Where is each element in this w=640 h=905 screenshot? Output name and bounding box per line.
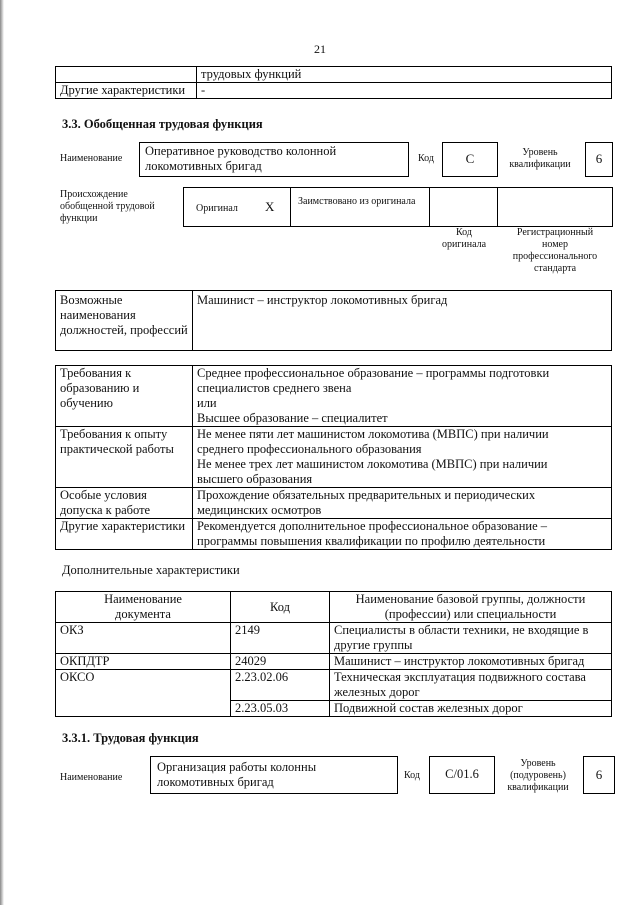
tf-title: 3.3.1. Трудовая функция [62, 731, 199, 745]
origin-divider-2 [429, 187, 430, 226]
page-number: 21 [314, 42, 326, 56]
positions-value: Машинист – инструктор локомотивных бригад [193, 291, 612, 351]
positions-table [55, 290, 612, 351]
req-special-label: Особые условия допуска к работе [56, 488, 193, 519]
gf-name-box [139, 142, 409, 177]
additional-row-code: 2.23.02.06 [231, 670, 330, 701]
gf-code-label: Код [418, 153, 434, 164]
gf-name-label: Наименование [60, 153, 123, 164]
additional-row-name: Подвижной состав железных дорог [330, 701, 612, 717]
tf-level-value: 6 [595, 767, 603, 782]
req-experience-line: Не менее трех лет машинистом локомотива (МВПС) при наличии [197, 457, 548, 471]
req-other-line: программы повышения квалификации по профилю деятельности [197, 534, 546, 548]
origin-divider-1 [290, 187, 291, 226]
req-education-line: Высшее образование – специалитет [197, 411, 388, 425]
additional-row-name: Специалисты в области техники, не входящие в другие группы [330, 623, 612, 654]
tf-name-box [150, 756, 398, 794]
req-education-value [193, 366, 612, 427]
additional-row-doc [56, 701, 231, 717]
req-special-value [193, 488, 612, 519]
scan-edge [0, 0, 4, 905]
additional-header-code: Код [231, 592, 330, 623]
gf-level-label: Уровень квалификации [509, 147, 571, 170]
req-experience-line: Не менее пяти лет машинистом локомотива (МВПС) при наличии [197, 427, 549, 441]
additional-row-name: Машинист – инструктор локомотивных бригад [330, 654, 612, 670]
req-special-line: Прохождение обязательных предварительных и периодических [197, 488, 536, 502]
top-table [55, 66, 612, 99]
additional-row-code: 2149 [231, 623, 330, 654]
section-title: 3.3. Обобщенная трудовая функция [62, 117, 263, 131]
req-special-line: медицинских осмотров [197, 503, 322, 517]
req-other-value [193, 519, 612, 550]
req-education-line: специалистов среднего звена [197, 381, 352, 395]
origin-code-caption: Код оригинала [441, 227, 487, 250]
additional-header-name: Наименование базовой группы, должности (профессии) или специальности [330, 592, 612, 623]
req-experience-line: среднего профессионального образования [197, 442, 422, 456]
additional-row-doc: ОКЗ [56, 623, 231, 654]
additional-row-code: 24029 [231, 654, 330, 670]
tf-code-value: C/01.6 [445, 767, 479, 781]
additional-row-name: Техническая эксплуатация подвижного состава железных дорог [330, 670, 612, 701]
req-experience-line: высшего образования [197, 472, 313, 486]
origin-label: Происхождение обобщенной трудовой функции [60, 189, 155, 224]
origin-original-label: Оригинал [196, 203, 238, 214]
additional-row-code: 2.23.05.03 [231, 701, 330, 717]
req-education-label: Требования к образованию и обучению [56, 366, 193, 427]
additional-table [55, 591, 612, 717]
origin-reg-caption: Регистрационный номер профессионального стандарта [512, 227, 598, 274]
positions-label: Возможные наименования должностей, профессий [56, 291, 193, 351]
req-education-line: Среднее профессиональное образование – программы подготовки [197, 366, 550, 380]
gf-level-box [585, 142, 613, 177]
top-row2-label: Другие характеристики [56, 83, 197, 99]
gf-code-box [442, 142, 498, 177]
tf-code-box [429, 756, 495, 794]
top-row1-value: трудовых функций [197, 67, 612, 83]
req-experience-value [193, 427, 612, 488]
top-row2-value: - [197, 83, 612, 99]
tf-name-label: Наименование [60, 772, 123, 783]
additional-title: Дополнительные характеристики [62, 563, 240, 577]
requirements-table [55, 365, 612, 550]
origin-borrowed-label: Заимствовано из оригинала [298, 196, 416, 207]
additional-row-doc: ОКПДТР [56, 654, 231, 670]
req-other-line: Рекомендуется дополнительное профессиональное образование – [197, 519, 548, 533]
req-other-label: Другие характеристики [56, 519, 193, 550]
tf-level-label: Уровень (подуровень) квалификации [507, 758, 569, 793]
req-education-line: или [197, 396, 217, 410]
tf-name-value: Организация работы колонны локомотивных бригад [157, 760, 317, 789]
req-experience-label: Требования к опыту практической работы [56, 427, 193, 488]
gf-code-value: C [465, 151, 475, 166]
tf-level-box [583, 756, 615, 794]
additional-header-doc: Наименование документа [56, 592, 231, 623]
origin-original-mark: X [265, 199, 275, 214]
tf-code-label: Код [404, 770, 420, 781]
gf-level-value: 6 [595, 151, 603, 166]
additional-row-doc: ОКСО [56, 670, 231, 701]
gf-name-value: Оперативное руководство колонной локомотивных бригад [145, 144, 337, 173]
origin-divider-3 [497, 187, 498, 226]
